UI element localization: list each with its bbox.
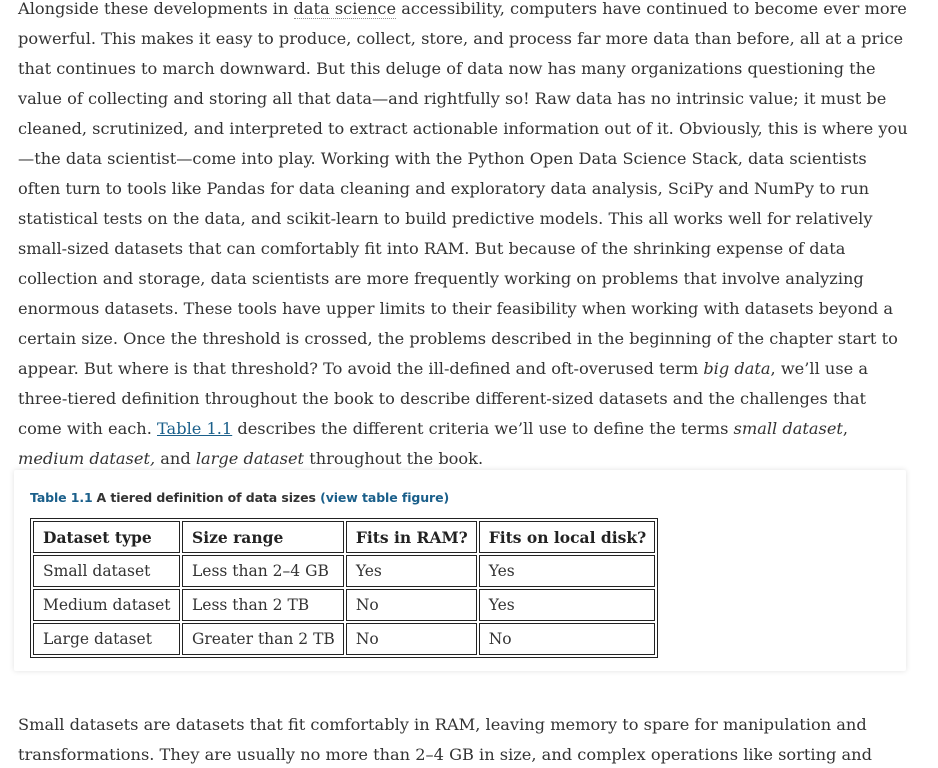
table-cell: Yes xyxy=(479,589,655,621)
table-cell: Less than 2 TB xyxy=(182,589,344,621)
caption-paren: ( xyxy=(315,490,326,505)
intro-paragraph xyxy=(18,0,914,474)
emphasis-small-dataset: small dataset xyxy=(733,419,843,438)
table-cell: Greater than 2 TB xyxy=(182,623,344,655)
table-row xyxy=(33,555,655,587)
paragraph-text: , we’ll use a three-tiered definition throughout the book to describe different-sized datasets and the challenges that come with each. xyxy=(18,359,869,438)
table-cell: Yes xyxy=(479,555,655,587)
table-cell: Medium dataset xyxy=(33,589,180,621)
table-row xyxy=(33,589,655,621)
table-card xyxy=(14,470,906,671)
table-cell: Less than 2–4 GB xyxy=(182,555,344,587)
table-caption xyxy=(30,490,449,505)
table-header-row xyxy=(33,521,655,553)
paragraph-text: Alongside these developments in xyxy=(18,0,294,18)
paragraph-text: accessibility, computers have continued to become ever more powerful. This makes it easy to produce, collect, store, and process far more data than before, all at a price that continues to march downward. But this deluge of data now has many organizations questioning the value of collecting and storing all that data—and rightfully so! Raw data has no intrinsic value; it must be cleaned, scrutinized, and interpreted to extract actionable information out of it. Obviously, this is where you—the data scientist—come into play. Working with the Python Open Data Science Stack, data scientists often turn to tools like Pandas for data cleaning and exploratory data analysis, SciPy and NumPy to run statistical tests on the data, and scikit-learn to build predictive models. This all works well for relatively small-sized datasets that can comfortably fit into RAM. But because of the shrinking expense of data collection and storage, data scientists are more frequently working on problems that involve analyzing enormous datasets. These tools have upper limits to their feasibility when working with datasets beyond a certain size. Once the threshold is crossed, the problems described in the beginning of the chapter start to appear. But where is that threshold? To avoid the ill-defined and oft-overused term xyxy=(18,0,908,378)
small-datasets-paragraph: Small datasets are datasets that fit comfortably in RAM, leaving memory to spare for manipulation and transformations. They are usually no more than 2–4 GB in size, and complex operations like sorting and xyxy=(18,715,872,764)
emphasis-large-dataset: large dataset xyxy=(195,449,305,468)
header-size-range: Size range xyxy=(182,521,344,553)
view-table-figure-link[interactable]: view table figure xyxy=(325,490,444,505)
header-dataset-type: Dataset type xyxy=(33,521,180,553)
table-cell: Yes xyxy=(346,555,477,587)
header-fits-in-ram: Fits in RAM? xyxy=(346,521,477,553)
table-cell: No xyxy=(346,589,477,621)
table-cell: No xyxy=(479,623,655,655)
table-cell: Large dataset xyxy=(33,623,180,655)
table-caption-title: A tiered definition of data sizes xyxy=(96,490,316,505)
paragraph-text: , xyxy=(842,419,849,438)
table-cell: Small dataset xyxy=(33,555,180,587)
table-cell: No xyxy=(346,623,477,655)
table-caption-label: Table 1.1 xyxy=(30,490,93,505)
table-row xyxy=(33,623,655,655)
paragraph-text: describes the different criteria we’ll use to define the terms xyxy=(232,419,734,438)
emphasis-big-data: big data xyxy=(703,359,771,378)
glossary-term-data-science[interactable]: data science xyxy=(293,0,397,18)
paragraph-text: and xyxy=(155,449,196,468)
header-fits-on-local-disk: Fits on local disk? xyxy=(479,521,655,553)
paragraph-text: throughout the book. xyxy=(304,449,484,468)
emphasis-medium-dataset: medium dataset, xyxy=(18,449,156,468)
table-reference-link[interactable]: Table 1.1 xyxy=(157,419,233,438)
caption-paren: ) xyxy=(443,490,450,505)
data-sizes-table xyxy=(30,518,658,658)
